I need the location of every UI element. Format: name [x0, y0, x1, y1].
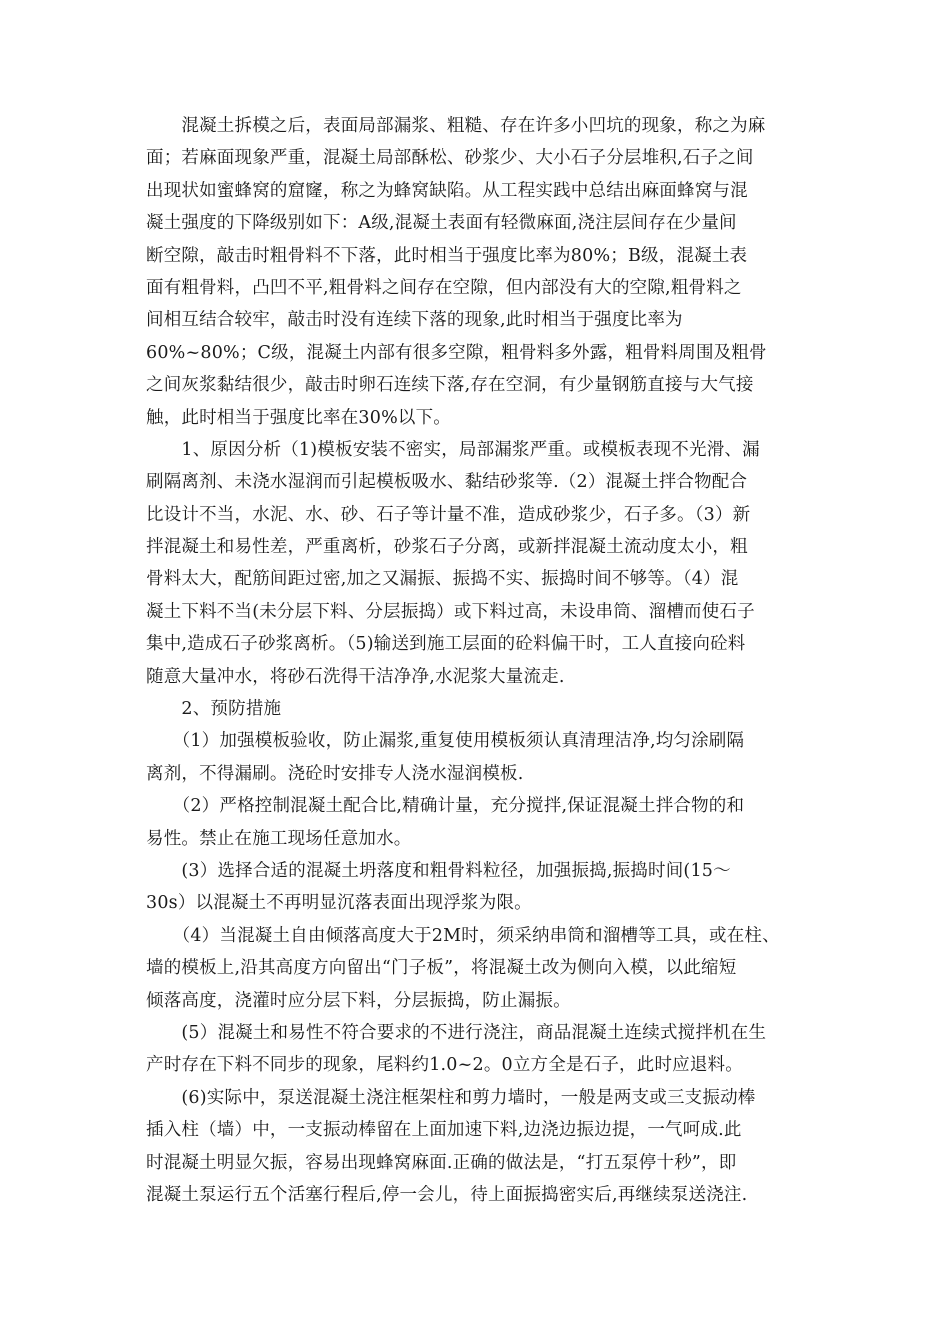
text-line: 出现状如蜜蜂窝的窟窿，称之为蜂窝缺陷。从工程实践中总结出麻面蜂窝与混 — [146, 180, 748, 201]
text-line: 产时存在下料不同步的现象，尾料约1.0~2。0立方全是石子，此时应退料。 — [146, 1055, 743, 1076]
text-line: 随意大量冲水，将砂石洗得干洁净净,水泥浆大量流走. — [146, 666, 565, 687]
text-line: 60%~80%；C级，混凝土内部有很多空隙，粗骨料多外露，粗骨料周围及粗骨 — [146, 342, 767, 363]
text-line: (3）选择合适的混凝土坍落度和粗骨料粒径，加强振捣,振捣时间(15～ — [146, 860, 731, 881]
text-line: 骨料太大，配筋间距过密,加之又漏振、振捣不实、振捣时间不够等。（4）混 — [146, 569, 739, 590]
text-line: 比设计不当，水泥、水、砂、石子等计量不准，造成砂浆少，石子多。（3）新 — [146, 504, 751, 525]
text-line: （1）加强模板验收，防止漏浆,重复使用模板须认真清理洁净,均匀涂刷隔 — [146, 731, 745, 752]
section-heading: 2、预防措施 — [146, 699, 282, 720]
text-line: 离剂，不得漏刷。浇砼时安排专人浇水湿润模板. — [146, 763, 524, 784]
text-line: 时混凝土明显欠振，容易出现蜂窝麻面.正确的做法是，“打五泵停十秒”，即 — [146, 1152, 737, 1173]
text-line: 触，此时相当于强度比率在30%以下。 — [146, 407, 451, 428]
text-line: (5）混凝土和易性不符合要求的不进行浇注，商品混凝土连续式搅拌机在生 — [146, 1022, 767, 1043]
text-line: 集中,造成石子砂浆离析。（5)输送到施工层面的砼料偏干时，工人直接向砼料 — [146, 634, 746, 655]
text-line: （4）当混凝土自由倾落高度大于2M时，须采纳串筒和溜槽等工具，或在柱、 — [146, 925, 780, 946]
text-line: 刷隔离剂、未浇水湿润而引起模板吸水、黏结砂浆等.（2）混凝土拌合物配合 — [146, 472, 748, 493]
text-line: （2）严格控制混凝土配合比,精确计量，充分搅拌,保证混凝土拌合物的和 — [146, 796, 745, 817]
text-line: 拌混凝土和易性差，严重离析，砂浆石子分离，或新拌混凝土流动度太小，粗 — [146, 537, 748, 558]
text-line: 凝土强度的下降级别如下：A级,混凝土表面有轻微麻面,浇注层间存在少量间 — [146, 213, 737, 234]
text-line: 断空隙，敲击时粗骨料不下落，此时相当于强度比率为80%；B级，混凝土表 — [146, 245, 748, 266]
text-line: 混凝土泵运行五个活塞行程后,停一会儿，待上面振捣密实后,再继续泵送浇注. — [146, 1184, 748, 1205]
text-line: 面有粗骨料，凸凹不平,粗骨料之间存在空隙，但内部没有大的空隙,粗骨料之 — [146, 277, 742, 298]
text-line: 之间灰浆黏结很少，敲击时卵石连续下落,存在空洞，有少量钢筋直接与大气接 — [146, 375, 754, 396]
text-line: (6)实际中，泵送混凝土浇注框架柱和剪力墙时，一般是两支或三支振动棒 — [146, 1087, 756, 1108]
text-line: 易性。禁止在施工现场任意加水。 — [146, 828, 412, 849]
text-line: 凝土下料不当(未分层下料、分层振捣）或下料过高，未设串筒、溜槽而使石子 — [146, 601, 755, 622]
text-line: 倾落高度，浇灌时应分层下料，分层振捣，防止漏振。 — [146, 990, 571, 1011]
text-line: 插入柱（墙）中，一支振动棒留在上面加速下料,边浇边振边提，一气呵成.此 — [146, 1120, 742, 1141]
text-line: 间相互结合较牢，敲击时没有连续下落的现象,此时相当于强度比率为 — [146, 310, 683, 331]
text-line: 1、原因分析（1)模板安装不密实，局部漏浆严重。或模板表现不光滑、漏 — [146, 439, 760, 460]
text-line: 墙的模板上,沿其高度方向留出“门子板”，将混凝土改为侧向入模，以此缩短 — [146, 958, 737, 979]
text-line: 混凝土拆模之后，表面局部漏浆、粗糙、存在许多小凹坑的现象，称之为麻 — [146, 116, 766, 136]
text-line: 面；若麻面现象严重，混凝土局部酥松、砂浆少、大小石子分层堆积,石子之间 — [146, 148, 754, 169]
body-text — [146, 110, 836, 1211]
text-line: 30s）以混凝土不再明显沉落表面出现浮浆为限。 — [146, 893, 532, 914]
